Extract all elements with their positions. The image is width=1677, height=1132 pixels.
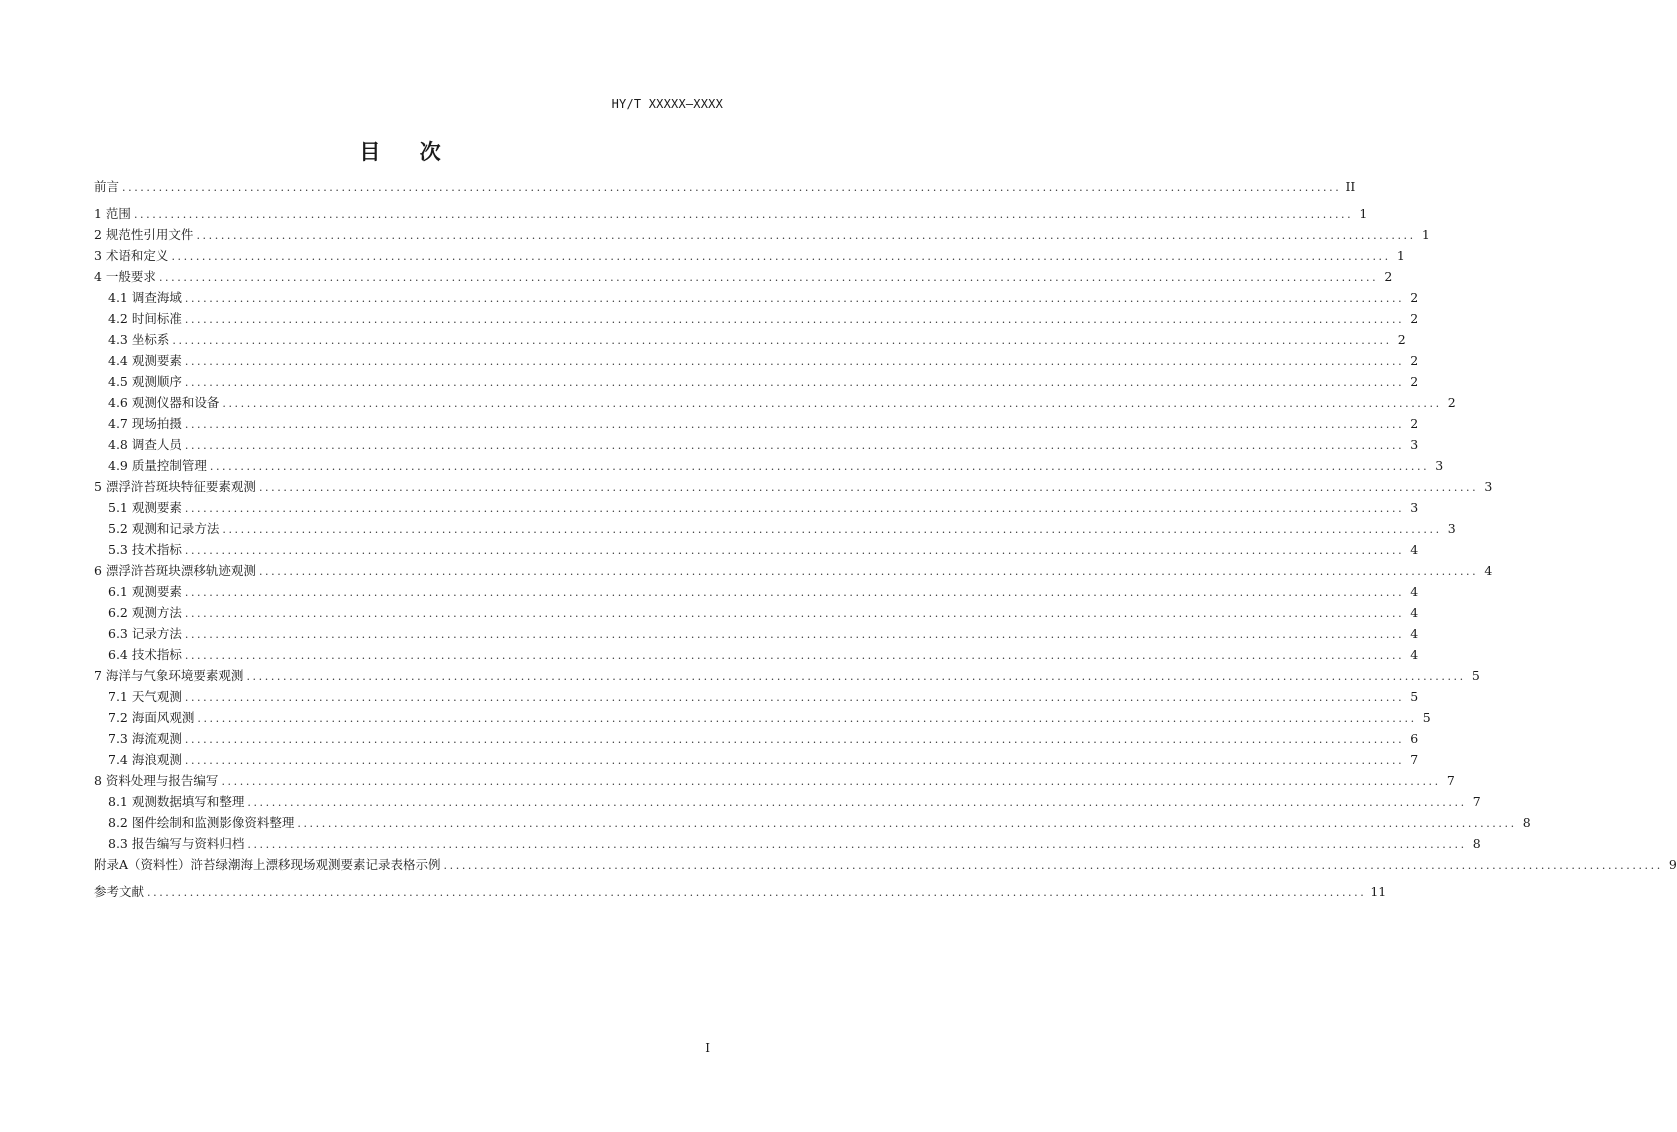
- toc-entry[interactable]: [94, 881, 1387, 902]
- toc-entry-label: 6.3 记录方法: [108, 626, 182, 641]
- toc-entry-label: 8 资料处理与报告编写: [94, 773, 219, 788]
- page-title: 目 次: [359, 140, 457, 164]
- toc-leader-dots: ........................................................................................................................................................................................................: [171, 250, 1391, 263]
- toc-entry-label: 6.4 技术指标: [108, 647, 182, 662]
- page-number: I: [705, 1041, 710, 1055]
- toc-entry-page: 2: [1410, 311, 1419, 326]
- toc-leader-dots: ........................................................................................................................................................................................................: [297, 817, 1517, 830]
- toc-entry[interactable]: [94, 644, 1419, 665]
- toc-entry-label: 2 规范性引用文件: [94, 227, 194, 242]
- toc-entry-label: 5.2 观测和记录方法: [108, 521, 220, 536]
- toc-entry[interactable]: [94, 833, 1481, 854]
- toc-leader-dots: ........................................................................................................................................................................................................: [222, 397, 1442, 410]
- toc-entry[interactable]: [94, 623, 1419, 644]
- toc-leader-dots: ........................................................................................................................................................................................................: [184, 376, 1405, 389]
- toc-entry[interactable]: [94, 287, 1419, 308]
- toc-entry-label: 4 一般要求: [94, 269, 156, 284]
- toc-entry-page: 7: [1472, 794, 1481, 809]
- toc-leader-dots: ........................................................................................................................................................................................................: [147, 886, 1367, 899]
- toc-entry-page: 1: [1421, 227, 1430, 242]
- toc-entry-label: 8.2 图件绘制和监测影像资料整理: [108, 815, 295, 830]
- toc-entry-page: 11: [1370, 884, 1387, 899]
- toc-entry[interactable]: [94, 455, 1444, 476]
- toc-entry-label: 8.1 观测数据填写和整理: [108, 794, 245, 809]
- toc-leader-dots: ........................................................................................................................................................................................................: [246, 670, 1466, 683]
- toc-entry[interactable]: [94, 791, 1481, 812]
- toc-entry-label: 4.3 坐标系: [108, 332, 170, 347]
- toc-entry-label: 6.2 观测方法: [108, 605, 182, 620]
- toc-leader-dots: ........................................................................................................................................................................................................: [184, 355, 1405, 368]
- toc-leader-dots: ........................................................................................................................................................................................................: [184, 586, 1405, 599]
- toc-leader-dots: ........................................................................................................................................................................................................: [184, 292, 1405, 305]
- toc-leader-dots: ........................................................................................................................................................................................................: [258, 481, 1479, 494]
- toc-entry-page: 4: [1410, 605, 1419, 620]
- toc-entry-label: 4.6 观测仪器和设备: [108, 395, 220, 410]
- toc-entry[interactable]: [94, 581, 1419, 602]
- toc-entry[interactable]: [94, 329, 1406, 350]
- toc-leader-dots: ........................................................................................................................................................................................................: [184, 418, 1405, 431]
- toc-entry-page: II: [1345, 179, 1356, 194]
- toc-entry-label: 8.3 报告编写与资料归档: [108, 836, 245, 851]
- toc-entry[interactable]: [94, 707, 1431, 728]
- toc-entry-label: 5.3 技术指标: [108, 542, 182, 557]
- toc-entry[interactable]: [94, 854, 1677, 875]
- toc-entry[interactable]: [94, 350, 1419, 371]
- toc-entry[interactable]: [94, 770, 1455, 791]
- standard-code: HY/T XXXXX—XXXX: [611, 97, 723, 111]
- toc-entry-page: 3: [1410, 500, 1419, 515]
- toc-leader-dots: ........................................................................................................................................................................................................: [184, 649, 1405, 662]
- toc-entry[interactable]: [94, 749, 1419, 770]
- toc-entry-page: 1: [1359, 206, 1368, 221]
- toc-leader-dots: ........................................................................................................................................................................................................: [184, 544, 1405, 557]
- toc-entry-page: 8: [1472, 836, 1481, 851]
- toc-leader-dots: ........................................................................................................................................................................................................: [133, 208, 1354, 221]
- toc-entry-label: 6 漂浮浒苔斑块漂移轨迹观测: [94, 563, 256, 578]
- toc-entry-page: 4: [1484, 563, 1493, 578]
- toc-entry-page: 5: [1471, 668, 1480, 683]
- toc-entry-page: 5: [1422, 710, 1431, 725]
- toc-entry-page: 2: [1447, 395, 1456, 410]
- toc-entry-page: 3: [1447, 521, 1456, 536]
- toc-entry[interactable]: [94, 203, 1368, 224]
- toc-entry-label: 4.1 调查海域: [108, 290, 182, 305]
- table-of-contents: [94, 176, 1677, 902]
- toc-leader-dots: ........................................................................................................................................................................................................: [247, 796, 1467, 809]
- toc-entry-page: 4: [1410, 626, 1419, 641]
- toc-entry-page: 4: [1410, 584, 1419, 599]
- toc-leader-dots: ........................................................................................................................................................................................................: [197, 712, 1417, 725]
- toc-entry[interactable]: [94, 812, 1531, 833]
- toc-entry[interactable]: [94, 728, 1419, 749]
- toc-entry[interactable]: [94, 476, 1493, 497]
- toc-entry-label: 3 术语和定义: [94, 248, 169, 263]
- toc-entry[interactable]: [94, 371, 1419, 392]
- toc-entry-page: 2: [1410, 416, 1419, 431]
- toc-entry-page: 2: [1410, 374, 1419, 389]
- toc-entry[interactable]: [94, 686, 1419, 707]
- toc-entry-page: 3: [1410, 437, 1419, 452]
- toc-leader-dots: ........................................................................................................................................................................................................: [247, 838, 1467, 851]
- toc-leader-dots: ........................................................................................................................................................................................................: [209, 460, 1430, 473]
- toc-entry-page: 2: [1397, 332, 1406, 347]
- toc-entry-label: 7.3 海流观测: [108, 731, 182, 746]
- toc-entry-label: 4.2 时间标准: [108, 311, 182, 326]
- toc-entry-page: 3: [1484, 479, 1493, 494]
- toc-entry[interactable]: [94, 392, 1456, 413]
- toc-leader-dots: ........................................................................................................................................................................................................: [184, 628, 1405, 641]
- toc-leader-dots: ........................................................................................................................................................................................................: [158, 271, 1379, 284]
- toc-leader-dots: ........................................................................................................................................................................................................: [222, 523, 1442, 536]
- toc-entry-label: 参考文献: [94, 884, 145, 899]
- toc-entry-label: 4.7 现场拍摄: [108, 416, 182, 431]
- toc-entry[interactable]: [94, 518, 1456, 539]
- toc-leader-dots: ........................................................................................................................................................................................................: [443, 859, 1663, 872]
- toc-leader-dots: ........................................................................................................................................................................................................: [196, 229, 1416, 242]
- toc-entry-page: 8: [1522, 815, 1531, 830]
- toc-entry-label: 4.5 观测顺序: [108, 374, 182, 389]
- toc-entry-label: 前言: [94, 179, 120, 194]
- toc-leader-dots: ........................................................................................................................................................................................................: [184, 607, 1405, 620]
- toc-entry-page: 4: [1410, 542, 1419, 557]
- toc-entry[interactable]: [94, 539, 1419, 560]
- toc-entry[interactable]: [94, 308, 1419, 329]
- toc-leader-dots: ........................................................................................................................................................................................................: [184, 691, 1405, 704]
- toc-entry[interactable]: [94, 245, 1405, 266]
- toc-entry[interactable]: [94, 434, 1419, 455]
- toc-entry[interactable]: [94, 560, 1493, 581]
- toc-entry-page: 7: [1446, 773, 1455, 788]
- toc-leader-dots: ........................................................................................................................................................................................................: [122, 181, 1342, 194]
- toc-entry-page: 3: [1435, 458, 1444, 473]
- toc-entry-label: 5 漂浮浒苔斑块特征要素观测: [94, 479, 256, 494]
- toc-entry-page: 6: [1410, 731, 1419, 746]
- toc-leader-dots: ........................................................................................................................................................................................................: [184, 439, 1405, 452]
- toc-entry-label: 7 海洋与气象环境要素观测: [94, 668, 244, 683]
- toc-entry[interactable]: [94, 413, 1419, 434]
- toc-entry-label: 4.9 质量控制管理: [108, 458, 207, 473]
- toc-entry-page: 7: [1410, 752, 1419, 767]
- toc-entry[interactable]: [94, 224, 1430, 245]
- toc-entry-label: 7.1 天气观测: [108, 689, 182, 704]
- toc-entry-page: 2: [1410, 290, 1419, 305]
- toc-entry-label: 4.8 调查人员: [108, 437, 182, 452]
- toc-entry-label: 5.1 观测要素: [108, 500, 182, 515]
- toc-entry[interactable]: [94, 497, 1419, 518]
- toc-leader-dots: ........................................................................................................................................................................................................: [184, 733, 1405, 746]
- toc-leader-dots: ........................................................................................................................................................................................................: [258, 565, 1479, 578]
- toc-leader-dots: ........................................................................................................................................................................................................: [184, 313, 1405, 326]
- toc-entry-page: 2: [1384, 269, 1393, 284]
- toc-entry-label: 7.4 海浪观测: [108, 752, 182, 767]
- toc-leader-dots: ........................................................................................................................................................................................................: [184, 502, 1405, 515]
- toc-leader-dots: ........................................................................................................................................................................................................: [172, 334, 1392, 347]
- toc-entry-page: 2: [1410, 353, 1419, 368]
- toc-entry-label: 4.4 观测要素: [108, 353, 182, 368]
- toc-leader-dots: ........................................................................................................................................................................................................: [184, 754, 1405, 767]
- toc-entry-page: 9: [1668, 857, 1677, 872]
- toc-entry-label: 附录A（资料性）浒苔绿潮海上漂移现场观测要素记录表格示例: [94, 857, 441, 872]
- toc-entry-page: 1: [1396, 248, 1405, 263]
- toc-entry-label: 7.2 海面风观测: [108, 710, 195, 725]
- toc-entry-label: 1 范围: [94, 206, 131, 221]
- toc-entry[interactable]: [94, 602, 1419, 623]
- toc-entry-label: 6.1 观测要素: [108, 584, 182, 599]
- toc-entry[interactable]: [94, 266, 1393, 287]
- toc-entry-page: 4: [1410, 647, 1419, 662]
- toc-entry[interactable]: [94, 176, 1356, 197]
- toc-entry-page: 5: [1410, 689, 1419, 704]
- toc-entry[interactable]: [94, 665, 1480, 686]
- toc-leader-dots: ........................................................................................................................................................................................................: [221, 775, 1441, 788]
